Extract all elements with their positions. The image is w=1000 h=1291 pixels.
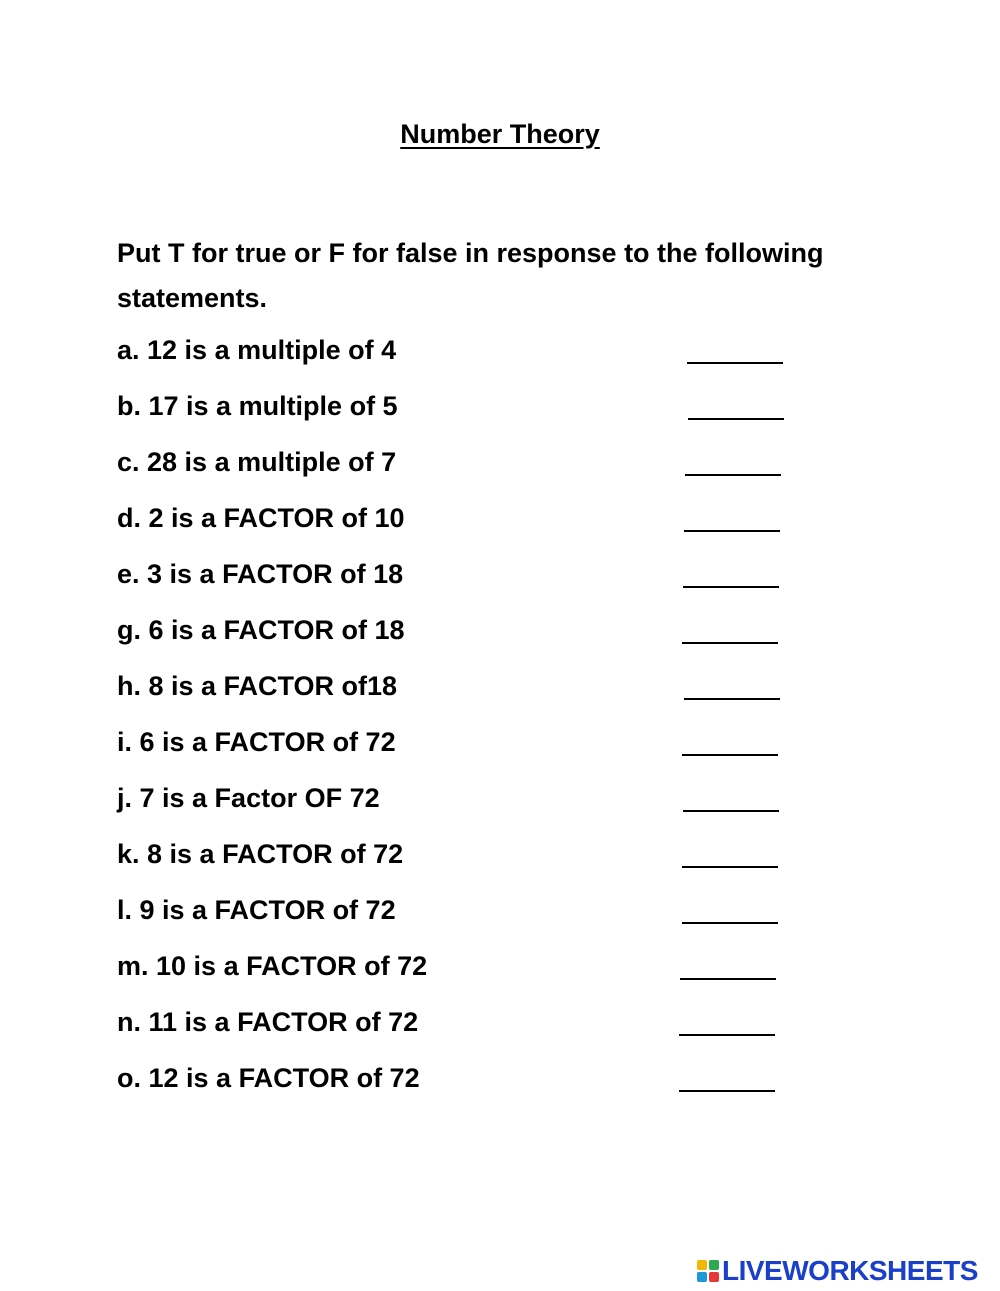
answer-blank[interactable] bbox=[684, 664, 780, 700]
question-text: e. 3 is a FACTOR of 18 bbox=[117, 559, 404, 589]
question-item bbox=[117, 664, 817, 720]
question-item bbox=[117, 552, 817, 608]
answer-blank[interactable] bbox=[682, 720, 778, 756]
question-item bbox=[117, 832, 817, 888]
answer-blank[interactable] bbox=[682, 888, 778, 924]
logo-block bbox=[709, 1272, 719, 1282]
answer-blank[interactable] bbox=[680, 944, 776, 980]
question-text: i. 6 is a FACTOR of 72 bbox=[117, 727, 396, 757]
question-item bbox=[117, 440, 817, 496]
question-item bbox=[117, 384, 817, 440]
question-item bbox=[117, 720, 817, 776]
question-item bbox=[117, 496, 817, 552]
question-item bbox=[117, 888, 817, 944]
question-item bbox=[117, 1056, 817, 1112]
question-text: j. 7 is a Factor OF 72 bbox=[117, 783, 380, 813]
logo-blocks-icon bbox=[697, 1260, 719, 1282]
liveworksheets-logo bbox=[697, 1256, 978, 1286]
question-text: d. 2 is a FACTOR of 10 bbox=[117, 503, 405, 533]
question-text: c. 28 is a multiple of 7 bbox=[117, 447, 397, 477]
logo-block bbox=[697, 1260, 707, 1270]
question-list bbox=[117, 328, 817, 1112]
answer-blank[interactable] bbox=[679, 1000, 775, 1036]
question-text: k. 8 is a FACTOR of 72 bbox=[117, 839, 404, 869]
answer-blank[interactable] bbox=[688, 384, 784, 420]
question-item bbox=[117, 1000, 817, 1056]
question-item bbox=[117, 776, 817, 832]
question-text: b. 17 is a multiple of 5 bbox=[117, 391, 398, 421]
logo-block bbox=[697, 1272, 707, 1282]
answer-blank[interactable] bbox=[682, 832, 778, 868]
answer-blank[interactable] bbox=[683, 776, 779, 812]
question-text: h. 8 is a FACTOR of18 bbox=[117, 671, 398, 701]
answer-blank[interactable] bbox=[682, 608, 778, 644]
answer-blank[interactable] bbox=[679, 1056, 775, 1092]
answer-blank[interactable] bbox=[687, 328, 783, 364]
question-text: a. 12 is a multiple of 4 bbox=[117, 335, 397, 365]
question-text: m. 10 is a FACTOR of 72 bbox=[117, 951, 428, 981]
answer-blank[interactable] bbox=[684, 496, 780, 532]
question-text: l. 9 is a FACTOR of 72 bbox=[117, 895, 396, 925]
answer-blank[interactable] bbox=[685, 440, 781, 476]
question-item bbox=[117, 328, 817, 384]
answer-blank[interactable] bbox=[683, 552, 779, 588]
instructions: Put T for true or F for false in response to the following statements. bbox=[117, 238, 824, 313]
logo-block bbox=[709, 1260, 719, 1270]
question-text: n. 11 is a FACTOR of 72 bbox=[117, 1007, 419, 1037]
question-item bbox=[117, 608, 817, 664]
question-text: g. 6 is a FACTOR of 18 bbox=[117, 615, 405, 645]
logo-text: LIVEWORKSHEETS bbox=[722, 1255, 978, 1286]
question-item bbox=[117, 944, 817, 1000]
page-title: Number Theory bbox=[400, 119, 600, 149]
question-text: o. 12 is a FACTOR of 72 bbox=[117, 1063, 420, 1093]
